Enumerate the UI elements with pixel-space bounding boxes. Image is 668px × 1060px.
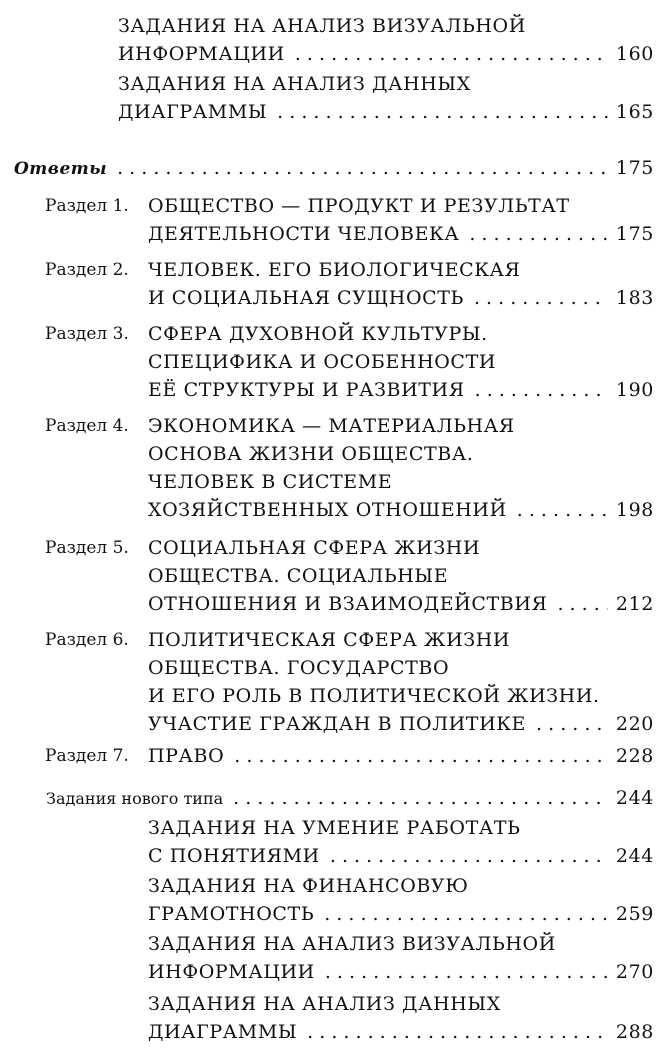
section-title-line: И СОЦИАЛЬНАЯ СУЩНОСТЬ — [148, 287, 464, 309]
section-title-line: ОБЩЕСТВО — ПРОДУКТ И РЕЗУЛЬТАТ — [148, 195, 570, 217]
toc-entry-line: ИНФОРМАЦИИ . . . 160 — [118, 40, 654, 68]
page-number: 244 — [615, 845, 654, 867]
page-number: 228 — [615, 745, 654, 767]
toc-entry[interactable] — [148, 872, 654, 928]
dot-leader — [469, 220, 608, 248]
section-title-line: ЧЕЛОВЕК В СИСТЕМЕ — [148, 471, 393, 493]
section-title-line: ПОЛИТИЧЕСКАЯ СФЕРА ЖИЗНИ — [148, 629, 511, 651]
dot-leader — [517, 496, 608, 524]
section-title-line: ОСНОВА ЖИЗНИ ОБЩЕСТВА. — [148, 443, 474, 465]
section-title-line: И ЕГО РОЛЬ В ПОЛИТИЧЕСКОЙ ЖИЗНИ. — [148, 685, 600, 707]
toc-entry-line: ЗАДАНИЯ НА АНАЛИЗ ДАННЫХ — [148, 993, 501, 1015]
page-number: 198 — [615, 499, 654, 521]
toc-entry[interactable] — [118, 12, 654, 68]
toc-section[interactable] — [45, 626, 654, 738]
dot-leader — [557, 590, 607, 618]
toc-section[interactable] — [45, 534, 654, 618]
new-tasks-title: Задания нового типа — [46, 789, 224, 808]
dot-leader — [330, 842, 608, 870]
toc-entry-line: С ПОНЯТИЯМИ — [148, 845, 320, 867]
page-number: 160 — [615, 43, 654, 65]
section-title-line: ЧЕЛОВЕК. ЕГО БИОЛОГИЧЕСКАЯ — [148, 259, 521, 281]
section-title-line: ОБЩЕСТВА. СОЦИАЛЬНЫЕ — [148, 565, 449, 587]
dot-leader — [277, 98, 608, 126]
toc-section[interactable] — [45, 256, 654, 312]
section-prefix: Раздел 6. — [45, 630, 129, 650]
toc-section[interactable] — [45, 412, 654, 524]
toc-entry-line: ЗАДАНИЯ НА АНАЛИЗ ДАННЫХ — [118, 73, 471, 95]
toc-entry-line: ИНФОРМАЦИИ — [148, 961, 315, 983]
toc-entry[interactable] — [148, 990, 654, 1046]
dot-leader — [117, 154, 608, 182]
section-prefix: Раздел 3. — [45, 324, 129, 344]
section-prefix: Раздел 7. — [45, 746, 129, 766]
page-number: 190 — [615, 379, 654, 401]
section-title-line: УЧАСТИЕ ГРАЖДАН В ПОЛИТИКЕ — [148, 713, 527, 735]
dot-leader — [475, 376, 608, 404]
dot-leader — [307, 1018, 608, 1046]
section-prefix: Раздел 5. — [45, 538, 129, 558]
section-prefix: Раздел 4. — [45, 416, 129, 436]
section-title-line: СФЕРА ДУХОВНОЙ КУЛЬТУРЫ. — [148, 323, 488, 345]
page-number: 165 — [615, 101, 654, 123]
toc-entry-new-tasks[interactable] — [46, 784, 654, 813]
toc-entry-line: ЗАДАНИЯ НА ФИНАНСОВУЮ — [148, 875, 469, 897]
page-number: 259 — [615, 903, 654, 925]
section-title-line: ОБЩЕСТВА. ГОСУДАРСТВО — [148, 657, 450, 679]
page-number: 175 — [615, 157, 654, 179]
toc-entry[interactable] — [148, 930, 654, 986]
toc-entry-answers[interactable] — [14, 154, 654, 183]
section-title-line: ХОЗЯЙСТВЕННЫХ ОТНОШЕНИЙ — [148, 499, 507, 521]
dot-leader — [233, 784, 608, 812]
page-number: 220 — [615, 713, 654, 735]
toc-entry[interactable] — [148, 814, 654, 870]
page-number: 183 — [615, 287, 654, 309]
section-title-line: СОЦИАЛЬНАЯ СФЕРА ЖИЗНИ — [148, 537, 481, 559]
toc-section[interactable] — [45, 192, 654, 248]
dot-leader — [536, 710, 608, 738]
section-prefix: Раздел 2. — [45, 260, 129, 280]
page-number: 212 — [615, 593, 654, 615]
toc-entry-line: ЗАДАНИЯ НА АНАЛИЗ ВИЗУАЛЬНОЙ — [118, 15, 526, 37]
section-title-line: ОТНОШЕНИЯ И ВЗАИМОДЕЙСТВИЯ — [148, 593, 548, 615]
page-number: 244 — [615, 787, 654, 809]
toc-section[interactable] — [45, 320, 654, 404]
toc-entry-line: ДИАГРАММЫ — [148, 1021, 298, 1043]
dot-leader — [295, 40, 608, 68]
dot-leader — [234, 742, 608, 770]
section-title-line: ЕЁ СТРУКТУРЫ И РАЗВИТИЯ — [148, 379, 465, 401]
dot-leader — [325, 958, 608, 986]
page-number: 270 — [615, 961, 654, 983]
toc-entry[interactable] — [118, 70, 654, 126]
toc-section[interactable] — [45, 742, 654, 770]
section-prefix: Раздел 1. — [45, 196, 129, 216]
dot-leader — [324, 900, 608, 928]
page-number: 288 — [615, 1021, 654, 1043]
toc-entry-line: ГРАМОТНОСТЬ — [148, 903, 315, 925]
section-title-line: СПЕЦИФИКА И ОСОБЕННОСТИ — [148, 351, 497, 373]
section-title-line: ПРАВО — [148, 745, 225, 767]
answers-title: Ответы — [14, 159, 108, 179]
section-title-line: ДЕЯТЕЛЬНОСТИ ЧЕЛОВЕКА — [148, 223, 460, 245]
toc-entry-line: ЗАДАНИЯ НА АНАЛИЗ ВИЗУАЛЬНОЙ — [148, 933, 556, 955]
toc-entry-line: ДИАГРАММЫ . . . 165 — [118, 98, 654, 126]
page-number: 175 — [615, 223, 654, 245]
toc-entry-line: ЗАДАНИЯ НА УМЕНИЕ РАБОТАТЬ — [148, 817, 521, 839]
section-title-line: ЭКОНОМИКА — МАТЕРИАЛЬНАЯ — [148, 415, 515, 437]
dot-leader — [474, 284, 608, 312]
